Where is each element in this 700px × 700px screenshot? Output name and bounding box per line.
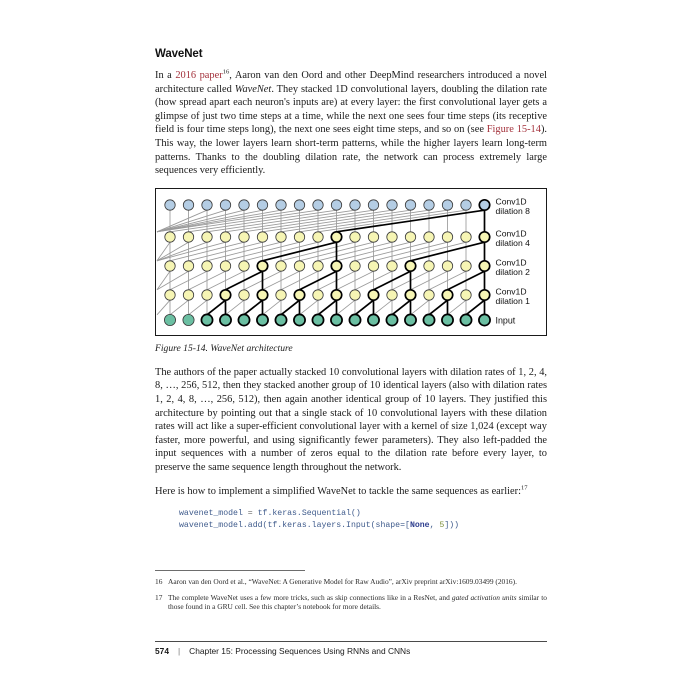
neuron-node bbox=[202, 261, 212, 271]
layer-label-dilation: dilation 1 bbox=[495, 295, 530, 306]
neuron-node bbox=[331, 290, 341, 300]
neuron-node bbox=[294, 200, 304, 210]
neuron-node bbox=[424, 232, 434, 242]
connection-edge bbox=[226, 300, 245, 315]
input-node bbox=[220, 314, 231, 325]
neuron-node bbox=[405, 261, 415, 271]
wavenet-architecture-figure bbox=[155, 188, 547, 336]
input-node bbox=[423, 314, 434, 325]
connection-edge bbox=[157, 242, 189, 261]
neuron-node bbox=[257, 290, 267, 300]
footnote-marker-16[interactable]: 16 bbox=[222, 68, 230, 76]
active-connection-edge bbox=[466, 300, 485, 315]
neuron-node bbox=[368, 261, 378, 271]
neuron-node bbox=[202, 232, 212, 242]
neuron-node bbox=[387, 290, 397, 300]
figure-reference-link[interactable]: Figure 15-14 bbox=[486, 124, 541, 136]
code-call-2a: wavenet_model.add(tf.keras.layers.Input(shape=[ bbox=[179, 520, 410, 530]
neuron-node bbox=[387, 232, 397, 242]
neuron-node bbox=[313, 290, 323, 300]
neuron-node bbox=[183, 232, 193, 242]
neuron-node bbox=[479, 232, 489, 242]
input-node bbox=[238, 314, 249, 325]
input-node bbox=[479, 314, 490, 325]
paper-link[interactable]: 2016 paper bbox=[175, 70, 223, 81]
neuron-node bbox=[276, 232, 286, 242]
code-block[interactable] bbox=[179, 508, 547, 531]
code-line-2 bbox=[179, 521, 459, 530]
neuron-node bbox=[442, 261, 452, 271]
footnote-17-post: similar to those found in a GRU cell. See this chapter’s notebook for more details. bbox=[168, 592, 547, 612]
code-number-5: 5 bbox=[439, 520, 445, 530]
code-comma: , bbox=[429, 520, 440, 530]
footnote-marker-17[interactable]: 17 bbox=[520, 484, 528, 492]
neuron-node bbox=[350, 290, 360, 300]
layer-label-title: Conv1D bbox=[495, 286, 527, 297]
neuron-node bbox=[276, 261, 286, 271]
code-call-2b: ])) bbox=[444, 520, 460, 530]
neuron-node bbox=[257, 232, 267, 242]
input-node bbox=[368, 314, 379, 325]
connection-edge bbox=[263, 300, 282, 315]
neuron-node bbox=[220, 261, 230, 271]
neuron-node bbox=[294, 290, 304, 300]
neuron-node bbox=[424, 290, 434, 300]
active-connection-edge bbox=[429, 300, 448, 315]
connection-edge bbox=[170, 300, 189, 315]
neuron-node bbox=[202, 200, 212, 210]
neuron-node bbox=[461, 232, 471, 242]
neuron-node bbox=[220, 232, 230, 242]
footnote-16-number: 16 bbox=[155, 577, 163, 586]
footer-chapter-title: Chapter 15: Processing Sequences Using RNNs and CNNs bbox=[189, 646, 411, 656]
input-node bbox=[201, 314, 212, 325]
intro-paragraph bbox=[155, 69, 547, 178]
neuron-node bbox=[165, 200, 175, 210]
input-node bbox=[460, 314, 471, 325]
connection-edge bbox=[374, 300, 393, 315]
neuron-node bbox=[276, 200, 286, 210]
neuron-node bbox=[202, 290, 212, 300]
footnote-17 bbox=[155, 593, 547, 612]
active-connection-edge bbox=[392, 300, 411, 315]
neuron-node bbox=[183, 200, 193, 210]
neuron-node bbox=[294, 261, 304, 271]
neuron-node bbox=[368, 232, 378, 242]
active-connection-edge bbox=[355, 300, 374, 315]
neuron-node bbox=[461, 200, 471, 210]
implementation-text: Here is how to implement a simplified WaveNet to tackle the same sequences as earlier: bbox=[155, 485, 521, 497]
neuron-node bbox=[276, 290, 286, 300]
neuron-node bbox=[313, 200, 323, 210]
neuron-node bbox=[461, 261, 471, 271]
neuron-node bbox=[220, 290, 230, 300]
layer-label-dilation: dilation 4 bbox=[495, 237, 530, 248]
connection-edge bbox=[300, 300, 319, 315]
layer-label-title: Conv1D bbox=[495, 228, 527, 239]
neuron-node bbox=[257, 200, 267, 210]
wavenet-italic: WaveNet bbox=[234, 83, 272, 95]
neuron-node bbox=[350, 200, 360, 210]
connection-edge bbox=[157, 271, 170, 290]
input-node bbox=[349, 314, 360, 325]
input-node bbox=[275, 314, 286, 325]
connection-edge bbox=[448, 300, 467, 315]
neuron-node bbox=[331, 261, 341, 271]
neuron-node bbox=[331, 232, 341, 242]
footer-divider bbox=[155, 641, 547, 642]
input-node bbox=[183, 314, 194, 325]
footnote-17-italic: gated activation units bbox=[451, 592, 517, 602]
figure-caption: Figure 15-14. WaveNet architecture bbox=[155, 342, 293, 354]
neuron-node bbox=[387, 200, 397, 210]
active-connection-edge bbox=[281, 300, 300, 315]
neuron-node bbox=[257, 261, 267, 271]
active-connection-edge bbox=[318, 300, 337, 315]
neuron-node bbox=[405, 290, 415, 300]
neuron-node bbox=[368, 290, 378, 300]
intro-text-mid: . They stacked 1D convolutional layers, doubling the dilation rate (how spread apart each neuron's inputs are) at every layer: the first convolutional layer gets a glimpse of just two time steps at a time, while the next one sees four time steps (its receptive field is four time steps long), the next one sees eight time steps, and so on (see bbox=[155, 83, 548, 136]
intro-text-before-link: In a bbox=[155, 70, 176, 81]
code-keyword-none: None bbox=[409, 520, 430, 530]
code-operator-1: = bbox=[242, 509, 258, 519]
neuron-node bbox=[350, 232, 360, 242]
neuron-node bbox=[350, 261, 360, 271]
neuron-node bbox=[442, 232, 452, 242]
input-node bbox=[331, 314, 342, 325]
code-call-1: tf.keras.Sequential() bbox=[257, 509, 361, 519]
neuron-node bbox=[442, 200, 452, 210]
input-node bbox=[312, 314, 323, 325]
neuron-node bbox=[239, 261, 249, 271]
page-content bbox=[155, 48, 547, 531]
neuron-node bbox=[461, 290, 471, 300]
footnote-17-number: 17 bbox=[155, 592, 163, 602]
input-node bbox=[442, 314, 453, 325]
neuron-node bbox=[368, 200, 378, 210]
intro-text-after-link: , Aaron van den Oord and other DeepMind researchers introduced a novel architecture called bbox=[155, 70, 547, 95]
active-connection-edge bbox=[244, 300, 263, 315]
input-node bbox=[164, 314, 175, 325]
footnote-17-text bbox=[168, 593, 547, 612]
input-node bbox=[386, 314, 397, 325]
input-node bbox=[257, 314, 268, 325]
connection-edge bbox=[157, 300, 170, 315]
wavenet-diagram-svg bbox=[156, 189, 545, 334]
code-var-1: wavenet_model bbox=[179, 509, 243, 519]
neuron-node bbox=[405, 200, 415, 210]
neuron-node bbox=[479, 290, 489, 300]
page-title: WaveNet bbox=[155, 48, 203, 60]
neuron-node bbox=[313, 232, 323, 242]
implementation-paragraph bbox=[155, 485, 547, 499]
neuron-node bbox=[313, 261, 323, 271]
footnote-divider bbox=[155, 570, 305, 571]
neuron-node bbox=[479, 261, 489, 271]
neuron-node bbox=[239, 232, 249, 242]
neuron-node bbox=[183, 290, 193, 300]
code-line-1 bbox=[179, 509, 361, 518]
neuron-node bbox=[239, 200, 249, 210]
active-connection-edge bbox=[207, 300, 226, 315]
connection-edge bbox=[157, 271, 189, 290]
layer-label-dilation: dilation 8 bbox=[495, 205, 530, 216]
footer-separator: | bbox=[177, 646, 181, 656]
footer-page-number: 574 bbox=[155, 646, 169, 656]
neuron-node bbox=[387, 261, 397, 271]
footnote-16 bbox=[155, 577, 547, 587]
layer-label-title: Conv1D bbox=[495, 257, 527, 268]
neuron-node bbox=[479, 200, 489, 210]
neuron-node bbox=[183, 261, 193, 271]
connection-edge bbox=[189, 300, 208, 315]
input-node bbox=[294, 314, 305, 325]
neuron-node bbox=[165, 290, 175, 300]
neuron-node bbox=[165, 232, 175, 242]
layer-label-dilation: dilation 2 bbox=[495, 266, 530, 277]
neuron-node bbox=[239, 290, 249, 300]
input-node bbox=[405, 314, 416, 325]
connection-edge bbox=[337, 300, 356, 315]
footnotes-section bbox=[155, 577, 547, 618]
connection-edge bbox=[157, 242, 226, 261]
input-layer-label: Input bbox=[495, 315, 516, 326]
connection-edge bbox=[411, 300, 430, 315]
neuron-node bbox=[220, 200, 230, 210]
neuron-node bbox=[424, 200, 434, 210]
neuron-node bbox=[442, 290, 452, 300]
footnote-17-pre: The complete WaveNet uses a few more tricks, such as skip connections like in a ResNet, and bbox=[168, 592, 452, 602]
authors-paragraph: The authors of the paper actually stacked 10 convolutional layers with dilation rates of 1, 2, 4, 8, …, 256, 512, then they stacked another group of 10 identical layers (also with dilation rates 1, 2, 4, 8, …, 256, 512), then again another identical group of 10 layers. They justified this architecture by pointing out that a single stack of 10 convolutional layers with these dilation rates will act like a super-efficient convolutional layer with a kernel of size 1,024 (except way faster, more powerful, and using significantly fewer parameters). They also left-padded the input sequences with a number of zeros equal to the dilation rate before every layer, to preserve the same sequence length throughout the network. bbox=[155, 366, 547, 473]
page-footer bbox=[155, 646, 547, 656]
neuron-node bbox=[294, 232, 304, 242]
neuron-node bbox=[424, 261, 434, 271]
footnote-16-text: Aaron van den Oord et al., “WaveNet: A Generative Model for Raw Audio”, arXiv preprint arXiv:1609.03499 (2016). bbox=[168, 577, 517, 586]
neuron-node bbox=[331, 200, 341, 210]
layer-label-title: Conv1D bbox=[495, 196, 527, 207]
neuron-node bbox=[405, 232, 415, 242]
neuron-node bbox=[165, 261, 175, 271]
intro-text-end: ). This way, the lower layers learn short-term patterns, while the higher layers learn long-term patterns. Thanks to the doubling dilation rate, the network can process extremely large sequences very efficiently. bbox=[155, 124, 547, 177]
